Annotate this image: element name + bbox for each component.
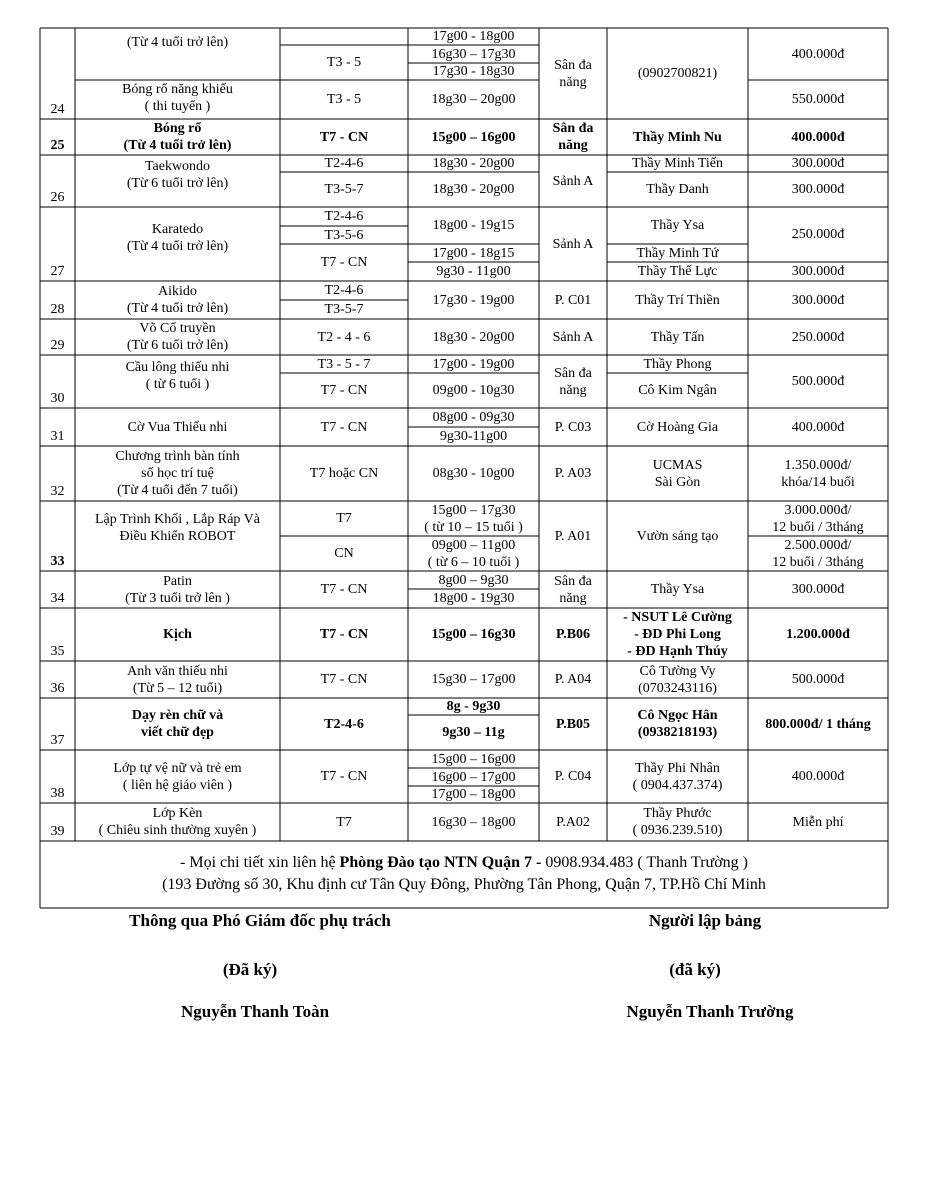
table-cell: 8g00 – 9g30 xyxy=(438,572,509,588)
table-cell: T7 - CN xyxy=(320,419,368,435)
address-line: (193 Đường số 30, Khu định cư Tân Quy Đông, Phường Tân Phong, Quận 7, TP.Hồ Chí Minh xyxy=(162,876,766,893)
table-cell: Cờ Vua Thiếu nhi xyxy=(127,419,228,435)
table-cell: 400.000đ xyxy=(791,46,845,62)
table-cell: T7 - CN xyxy=(320,769,368,784)
table-cell: T2-4-6 xyxy=(324,283,364,298)
table-cell: Bóng rổ năng khiếu ( thi tuyển ) xyxy=(122,81,233,114)
right-signature-name: Nguyễn Thanh Trường xyxy=(626,1002,794,1021)
table-cell: (Từ 4 tuổi trở lên) xyxy=(126,34,229,50)
table-cell: 500.000đ xyxy=(791,672,845,687)
table-cell: 550.000đ xyxy=(791,92,845,107)
table-cell: T3 - 5 - 7 xyxy=(317,356,371,372)
table-cell: 15g00 – 16g00 xyxy=(431,751,516,767)
table-cell: Cô Ngọc Hân (0938218193) xyxy=(637,708,718,740)
table-cell: P. A04 xyxy=(554,672,592,687)
table-cell: T3-5-7 xyxy=(324,302,364,317)
table-cell: T2-4-6 xyxy=(324,716,364,732)
table-cell: P.B05 xyxy=(555,716,591,732)
right-signature-status: (đã ký) xyxy=(669,960,721,979)
table-cell: T7 - CN xyxy=(320,672,368,687)
contact-line: - Mọi chi tiết xin liên hệ Phòng Đào tạo NTN Quận 7 - 0908.934.483 ( Thanh Trường ) xyxy=(180,854,748,871)
table-cell: 250.000đ xyxy=(791,227,845,242)
table-cell: 16g30 – 17g30 xyxy=(431,46,516,62)
row-number: 34 xyxy=(50,591,65,606)
table-cell: P. A01 xyxy=(554,528,592,544)
table-cell: T2-4-6 xyxy=(324,209,364,224)
table-cell: 09g00 – 11g00 ( từ 6 – 10 tuổi ) xyxy=(427,537,520,570)
table-cell: 9g30-11g00 xyxy=(439,429,508,444)
table-cell: Sân đa năng xyxy=(552,121,594,153)
row-number: 37 xyxy=(50,733,65,748)
table-cell: 250.000đ xyxy=(791,329,845,345)
table-cell: Cờ Hoàng Gia xyxy=(636,419,719,435)
table-cell: Karatedo (Từ 4 tuổi trở lên) xyxy=(126,222,229,254)
row-number: 25 xyxy=(50,138,65,153)
table-cell: 17g00 - 18g15 xyxy=(432,245,515,261)
table-cell: 18g30 – 20g00 xyxy=(431,92,516,107)
table-cell: 18g30 - 20g00 xyxy=(432,156,515,171)
row-number: 31 xyxy=(50,429,65,444)
table-cell: Sảnh A xyxy=(552,329,594,345)
table-cell: 3.000.000đ/ 12 buổi / 3tháng xyxy=(772,502,864,535)
table-cell: T7 hoặc CN xyxy=(309,466,379,481)
table-cell: 400.000đ xyxy=(791,769,845,784)
table-cell: Chương trình bàn tính số học trí tuệ (Từ 4 tuổi đến 7 tuổi) xyxy=(115,449,240,498)
table-cell: 17g30 - 18g30 xyxy=(432,64,515,79)
table-cell: 300.000đ xyxy=(791,582,845,597)
table-cell: Lớp tự vệ nữ và trẻ em ( liên hệ giáo viên ) xyxy=(113,760,242,793)
table-cell: 17g30 - 19g00 xyxy=(432,292,515,308)
table-cell: T7 xyxy=(336,511,352,526)
row-number: 30 xyxy=(50,391,65,406)
table-cell: 17g00 - 18g00 xyxy=(432,29,515,44)
table-cell: T7 - CN xyxy=(320,255,368,270)
table-cell: P.B06 xyxy=(555,627,591,642)
row-number: 39 xyxy=(50,824,65,839)
table-cell: 9g30 - 11g00 xyxy=(436,264,511,279)
table-cell: T3-5-7 xyxy=(324,182,364,197)
table-cell: Thầy Minh Tứ xyxy=(636,245,719,261)
table-cell: Sân đa năng xyxy=(554,365,592,398)
table-cell: P. A03 xyxy=(554,466,592,481)
table-cell: Patin (Từ 3 tuổi trở lên ) xyxy=(125,573,230,606)
table-cell: P. C04 xyxy=(554,769,592,784)
table-cell: 08g30 - 10g00 xyxy=(432,466,515,481)
row-number: 36 xyxy=(50,681,65,696)
table-cell: (0902700821) xyxy=(637,66,718,81)
table-cell: 800.000đ/ 1 tháng xyxy=(765,716,871,732)
table-cell: Thầy Phước ( 0936.239.510) xyxy=(632,806,723,838)
table-cell: Thầy Ysa xyxy=(650,582,705,597)
table-cell: Sân đa năng xyxy=(554,573,592,606)
table-cell: 300.000đ xyxy=(791,156,845,171)
table-cell: T3 - 5 xyxy=(326,55,362,70)
table-cell: T7 - CN xyxy=(319,627,369,642)
table-cell: Thầy Phong xyxy=(643,356,712,372)
table-cell: Thầy Minh Nu xyxy=(633,129,722,145)
table-cell: T7 - CN xyxy=(320,383,368,398)
table-cell: 8g - 9g30 xyxy=(446,699,501,714)
table-cell: Võ Cổ truyền (Từ 6 tuổi trở lên) xyxy=(126,321,229,353)
row-number: 35 xyxy=(50,644,65,659)
table-cell: 18g30 - 20g00 xyxy=(432,182,515,197)
table-cell: 08g00 - 09g30 xyxy=(432,410,515,425)
left-signature-title: Thông qua Phó Giám đốc phụ trách xyxy=(129,911,391,930)
table-cell: Dạy rèn chữ và viết chữ đẹp xyxy=(131,708,224,740)
table-cell: T2-4-6 xyxy=(324,156,364,171)
table-cell: 17g00 - 19g00 xyxy=(432,356,515,372)
table-cell: Thầy Phi Nhân ( 0904.437.374) xyxy=(632,760,723,793)
table-cell: T7 - CN xyxy=(319,129,369,145)
table-cell: - NSUT Lê Cường - ĐD Phi Long - ĐD Hạnh Thúy xyxy=(623,610,732,659)
table-cell: T2 - 4 - 6 xyxy=(317,329,371,345)
row-number: 38 xyxy=(50,786,65,801)
table-cell: T7 - CN xyxy=(320,582,368,597)
table-cell: T7 xyxy=(336,814,352,830)
table-cell: Cô Tường Vy (0703243116) xyxy=(638,663,717,696)
table-cell: P.A02 xyxy=(556,814,590,830)
table-cell: 18g00 - 19g15 xyxy=(432,218,515,233)
table-cell: 400.000đ xyxy=(791,419,845,435)
table-cell: Thầy Thế Lực xyxy=(637,264,718,279)
table-cell: Aikido (Từ 4 tuổi trở lên) xyxy=(126,284,229,316)
table-cell: CN xyxy=(334,546,354,561)
table-cell: P. C03 xyxy=(554,419,592,435)
table-cell: 15g00 – 17g30 ( từ 10 – 15 tuổi ) xyxy=(424,502,523,535)
table-cell: T3-5-6 xyxy=(324,227,364,243)
table-cell xyxy=(280,28,408,45)
table-cell: Thầy Ysa xyxy=(650,218,705,233)
right-signature-title: Người lập bảng xyxy=(648,911,762,930)
table-cell: Sảnh A xyxy=(552,173,594,189)
table-cell: 18g30 - 20g00 xyxy=(432,329,515,345)
left-signature-status: (Đã ký) xyxy=(222,960,278,979)
row-number: 33 xyxy=(50,554,65,569)
table-cell: Cô Kim Ngân xyxy=(638,383,717,398)
table-cell: Anh văn thiếu nhi (Từ 5 – 12 tuổi) xyxy=(127,663,228,696)
table-cell: Thầy Trí Thiền xyxy=(635,292,720,308)
table-cell: Thầy Danh xyxy=(646,182,709,197)
table-cell: 9g30 – 11g xyxy=(442,725,505,740)
row-number: 29 xyxy=(50,338,65,353)
table-cell: Taekwondo (Từ 6 tuổi trở lên) xyxy=(126,159,229,191)
table-cell: Cầu lông thiếu nhi ( từ 6 tuổi ) xyxy=(125,359,230,392)
left-signature-name: Nguyễn Thanh Toàn xyxy=(180,1002,330,1021)
table-cell: 400.000đ xyxy=(791,129,845,145)
table-cell: 09g00 - 10g30 xyxy=(432,383,515,398)
table-cell: P. C01 xyxy=(554,292,592,308)
row-number: 26 xyxy=(50,190,65,205)
table-cell: 15g30 – 17g00 xyxy=(431,672,516,687)
table-cell: Thầy Minh Tiến xyxy=(631,156,723,171)
table-cell: 18g00 - 19g30 xyxy=(432,591,515,606)
table-cell: 300.000đ xyxy=(791,264,845,279)
table-cell: Kịch xyxy=(163,627,192,642)
table-cell: T3 - 5 xyxy=(326,92,362,107)
table-cell: 17g00 – 18g00 xyxy=(431,787,516,802)
table-cell: 2.500.000đ/ 12 buổi / 3tháng xyxy=(772,537,864,570)
table-cell: Vườn sáng tạo xyxy=(636,528,719,544)
row-number: 32 xyxy=(50,484,65,499)
table-cell: 15g00 – 16g30 xyxy=(431,627,516,642)
row-number: 27 xyxy=(50,264,65,279)
table-cell: Thầy Tấn xyxy=(650,329,705,345)
table-cell: Sảnh A xyxy=(552,236,594,252)
table-cell: 16g30 – 18g00 xyxy=(431,814,516,830)
table-cell: Miễn phí xyxy=(792,814,844,830)
table-cell: Bóng rổ (Từ 4 tuổi trở lên) xyxy=(123,121,232,153)
table-cell: UCMAS Sài Gòn xyxy=(652,457,703,490)
table-cell: 15g00 – 16g00 xyxy=(431,129,516,145)
table-cell: Lập Trình Khối , Lắp Ráp Và Điều Khiển ROBOT xyxy=(94,512,260,544)
table-cell: 300.000đ xyxy=(791,292,845,308)
row-number: 28 xyxy=(50,302,65,317)
table-cell: 500.000đ xyxy=(791,374,845,389)
row-number: 24 xyxy=(50,102,65,117)
table-cell: Sân đa năng xyxy=(554,57,592,90)
table-cell: Lớp Kèn ( Chiêu sinh thường xuyên ) xyxy=(98,806,257,838)
table-cell: 1.350.000đ/ khóa/14 buổi xyxy=(781,457,855,490)
table-cell: 300.000đ xyxy=(791,182,845,197)
table-cell: 1.200.000đ xyxy=(786,627,850,642)
table-cell: 16g00 – 17g00 xyxy=(431,769,516,785)
